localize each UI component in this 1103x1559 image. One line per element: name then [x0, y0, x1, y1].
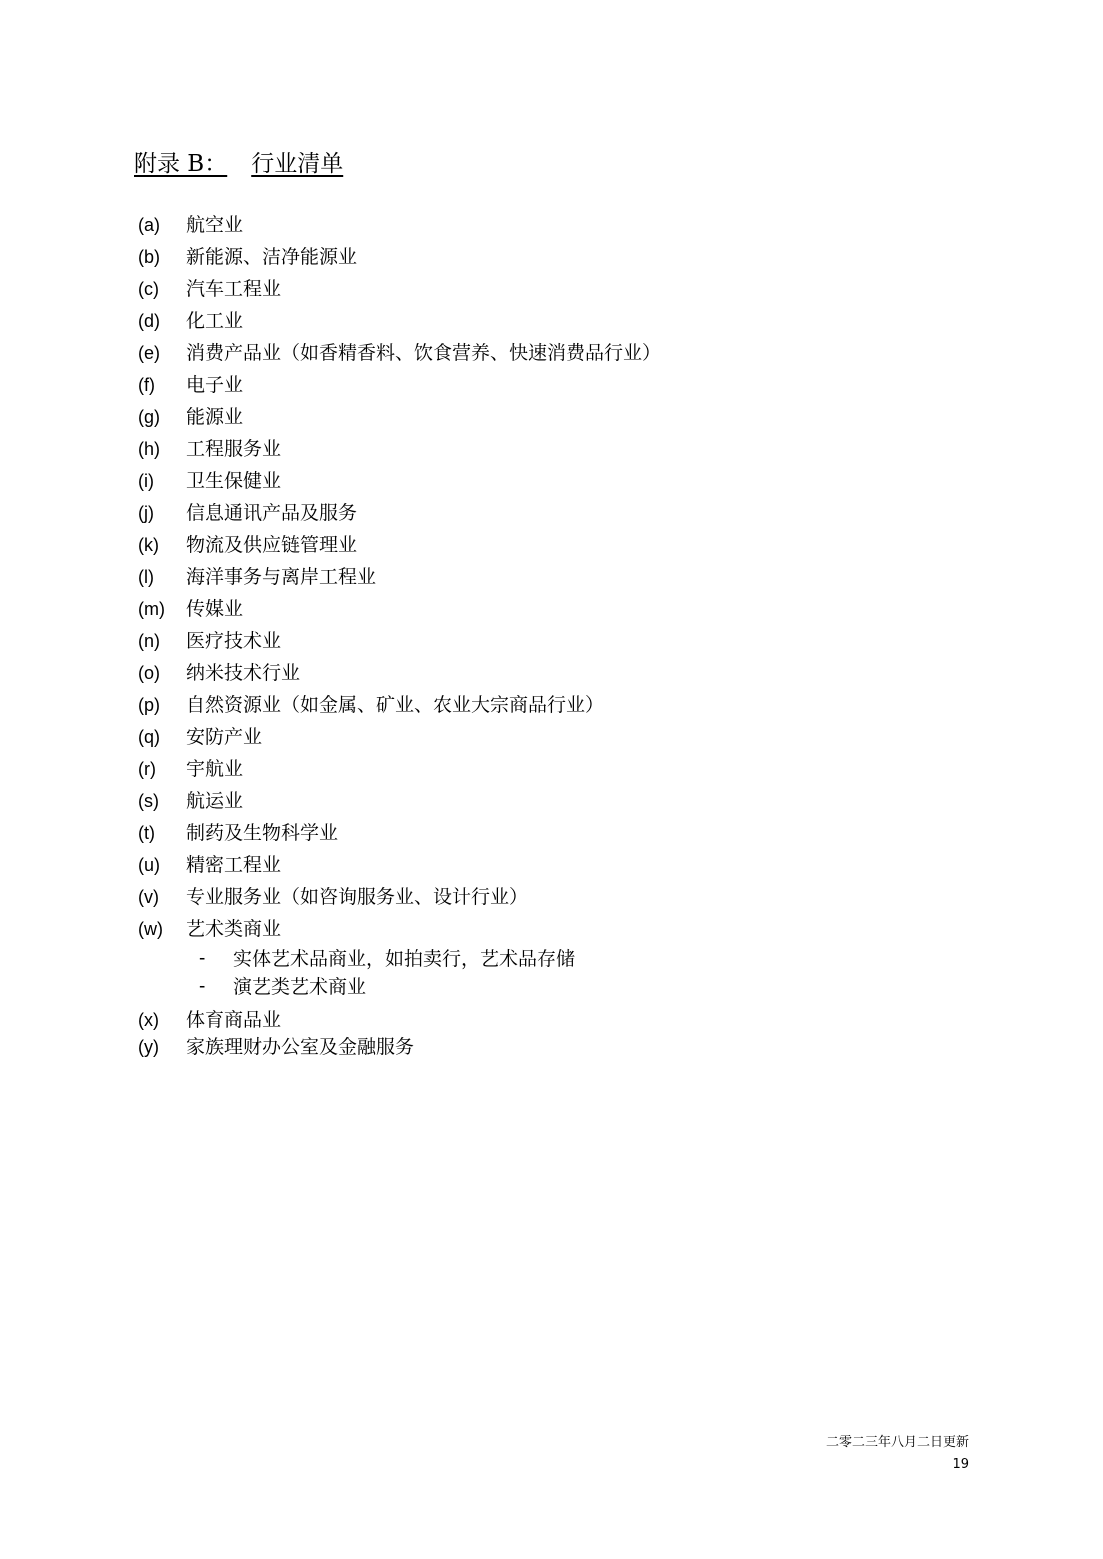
item-text: 精密工程业 [186, 854, 282, 876]
item-text: 卫生保健业 [186, 470, 282, 492]
list-item-i [138, 465, 1038, 497]
item-body [186, 913, 1038, 1001]
item-marker: (c) [138, 279, 159, 299]
sub-list-item [186, 945, 1038, 973]
list-item-v [138, 881, 1038, 913]
list-item-u [138, 849, 1038, 881]
list-item-x [138, 1007, 1038, 1034]
item-text: 电子业 [186, 374, 244, 396]
item-marker: (q) [138, 727, 160, 747]
item-marker: (h) [138, 439, 160, 459]
item-marker: (m) [138, 599, 165, 619]
item-text: 自然资源业（如金属、矿业、农业大宗商品行业） [186, 694, 605, 716]
appendix-title: 行业清单 [251, 151, 344, 177]
list-item-s [138, 785, 1038, 817]
list-item-d [138, 305, 1038, 337]
page-footer [826, 1432, 969, 1476]
list-item-y [138, 1034, 1038, 1061]
item-marker: (t) [138, 823, 155, 843]
item-text: 化工业 [186, 310, 244, 332]
list-item-j [138, 497, 1038, 529]
item-marker: (d) [138, 311, 160, 331]
item-text: 海洋事务与离岸工程业 [186, 566, 377, 588]
list-item-t [138, 817, 1038, 849]
sub-item-text: 演艺类艺术商业 [233, 976, 367, 998]
item-marker: (n) [138, 631, 160, 651]
item-marker: (y) [138, 1037, 159, 1057]
item-text: 制药及生物科学业 [186, 822, 339, 844]
item-text: 家族理财办公室及金融服务 [186, 1036, 415, 1058]
item-marker: (i) [138, 471, 154, 491]
appendix-label: 附录 B： [134, 151, 228, 177]
item-text: 宇航业 [186, 758, 244, 780]
item-text: 纳米技术行业 [186, 662, 301, 684]
sub-list [186, 945, 1038, 1001]
list-item-h [138, 433, 1038, 465]
item-marker: (w) [138, 919, 163, 939]
item-marker: (k) [138, 535, 159, 555]
list-item-n [138, 625, 1038, 657]
item-marker: (r) [138, 759, 156, 779]
list-item-p [138, 689, 1038, 721]
item-text: 工程服务业 [186, 438, 282, 460]
list-item-w [138, 913, 1038, 1001]
list-item-l [138, 561, 1038, 593]
item-text: 新能源、洁净能源业 [186, 246, 358, 268]
item-marker: (x) [138, 1010, 159, 1030]
sub-item-dash: - [199, 948, 206, 969]
item-marker: (s) [138, 791, 159, 811]
list-item-o [138, 657, 1038, 689]
item-text: 艺术类商业 [186, 918, 282, 940]
list-item-c [138, 273, 1038, 305]
item-text: 专业服务业（如咨询服务业、设计行业） [186, 886, 529, 908]
page-title [134, 148, 343, 180]
item-text: 航空业 [186, 214, 244, 236]
item-marker: (b) [138, 247, 160, 267]
sub-item-dash: - [199, 976, 206, 997]
list-item-g [138, 401, 1038, 433]
item-text: 能源业 [186, 406, 244, 428]
item-text: 信息通讯产品及服务 [186, 502, 358, 524]
item-text: 安防产业 [186, 726, 263, 748]
item-marker: (v) [138, 887, 159, 907]
sub-item-text: 实体艺术品商业，如拍卖行，艺术品存储 [233, 948, 576, 970]
item-text: 物流及供应链管理业 [186, 534, 358, 556]
page-number: 19 [952, 1457, 969, 1472]
list-item-m [138, 593, 1038, 625]
item-marker: (a) [138, 215, 160, 235]
list-item-f [138, 369, 1038, 401]
item-marker: (u) [138, 855, 160, 875]
item-text: 传媒业 [186, 598, 244, 620]
item-marker: (l) [138, 567, 154, 587]
item-text: 医疗技术业 [186, 630, 282, 652]
list-item-b [138, 241, 1038, 273]
item-marker: (e) [138, 343, 160, 363]
industry-list [138, 209, 1038, 1061]
item-marker: (g) [138, 407, 160, 427]
item-marker: (j) [138, 503, 154, 523]
update-date: 二零二三年八月二日更新 [825, 1435, 969, 1450]
list-item-k [138, 529, 1038, 561]
item-text: 体育商品业 [186, 1009, 282, 1031]
sub-list-item [186, 973, 1038, 1001]
list-item-r [138, 753, 1038, 785]
item-marker: (p) [138, 695, 160, 715]
list-item-q [138, 721, 1038, 753]
list-item-a [138, 209, 1038, 241]
list-item-e [138, 337, 1038, 369]
item-text: 消费产品业（如香精香料、饮食营养、快速消费品行业） [186, 342, 662, 364]
item-marker: (f) [138, 375, 155, 395]
item-marker: (o) [138, 663, 160, 683]
item-text: 航运业 [186, 790, 244, 812]
item-text: 汽车工程业 [186, 278, 282, 300]
